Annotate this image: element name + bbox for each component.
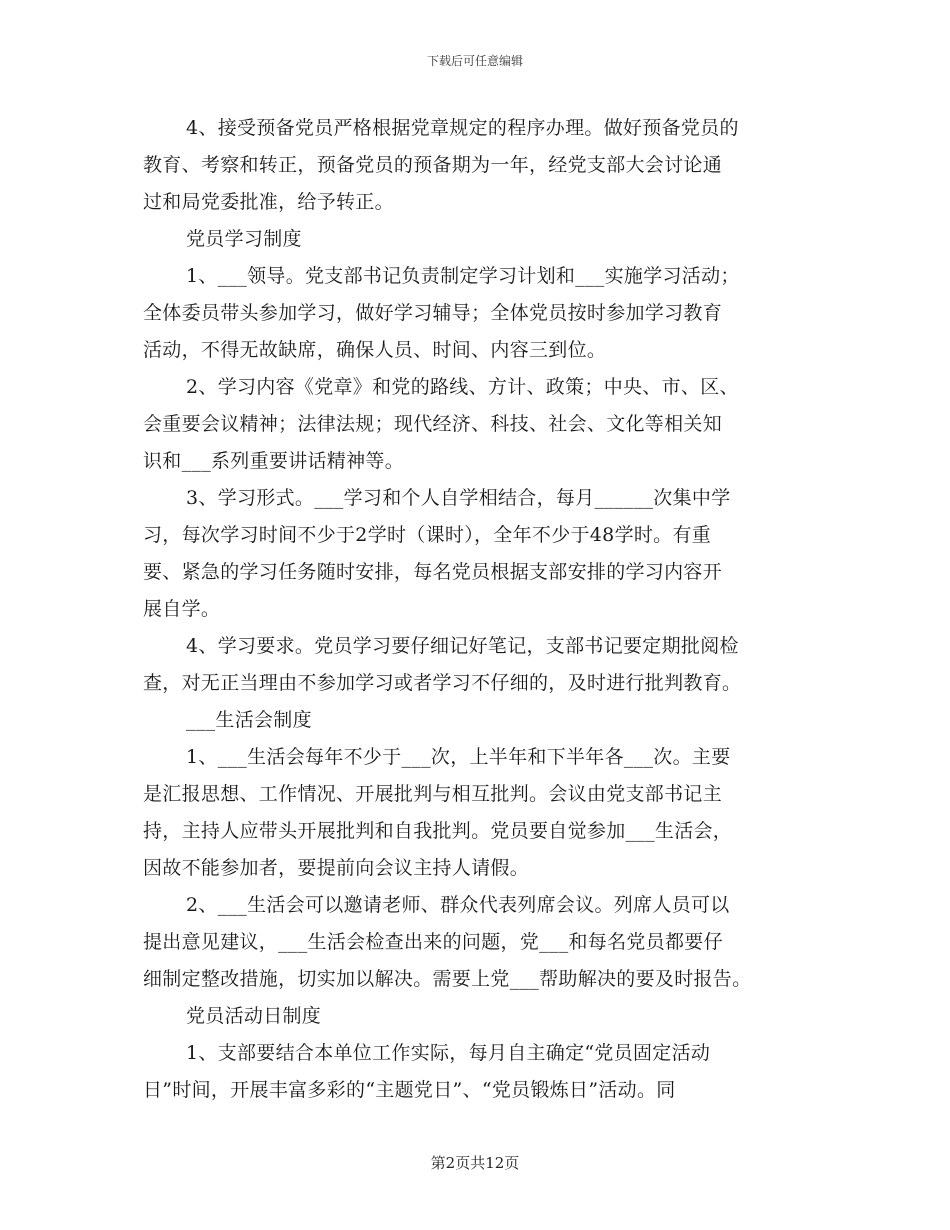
document-body — [143, 110, 823, 1109]
text-line: 习，每次学习时间不少于2学时（课时），全年不少于48学时。有重 — [143, 524, 712, 546]
text-line: 2、学习内容《党章》和党的路线、方计、政策；中央、市、区、 — [186, 376, 739, 398]
text-line: 1、___生活会每年不少于___次，上半年和下半年各___次。主要 — [186, 746, 731, 768]
text-line: 识和___系列重要讲话精神等。 — [143, 450, 405, 472]
text-line: 2、___生活会可以邀请老师、群众代表列席会议。列席人员可以 — [186, 894, 730, 916]
text-line: 党员活动日制度 — [186, 1005, 322, 1027]
text-line: 3、学习形式。___学习和个人自学相结合，每月______次集中学 — [186, 487, 731, 509]
text-line: 持，主持人应带头开展批判和自我批判。党员要自觉参加___生活会， — [143, 820, 733, 842]
text-line: 4、接受预备党员严格根据党章规定的程序办理。做好预备党员的 — [186, 117, 739, 139]
text-line: 党员学习制度 — [186, 228, 302, 250]
page-header-note: 下载后可任意编辑 — [426, 54, 523, 68]
text-line: 1、___领导。党支部书记负责制定学习计划和___实施学习活动； — [186, 265, 740, 287]
text-line: 会重要会议精神；法律法规；现代经济、科技、社会、文化等相关知 — [143, 413, 723, 435]
text-line: 日”时间，开展丰富多彩的“主题党日”、“党员锻炼日”活动。同 — [143, 1079, 676, 1101]
text-line: 是汇报思想、工作情况、开展批判与相互批判。会议由党支部书记主 — [143, 783, 723, 805]
text-line: 要、紧急的学习任务随时安排，每名党员根据支部安排的学习内容开 — [143, 561, 723, 583]
text-line: 活动，不得无故缺席，确保人员、时间、内容三到位。 — [143, 339, 607, 361]
text-line: 1、支部要结合本单位工作实际，每月自主确定“党员固定活动 — [186, 1042, 711, 1064]
text-line: ___生活会制度 — [186, 709, 312, 731]
text-line: 因故不能参加者，要提前向会议主持人请假。 — [143, 857, 530, 879]
text-line: 4、学习要求。党员学习要仔细记好笔记，支部书记要定期批阅检 — [186, 635, 739, 657]
text-line: 全体委员带头参加学习，做好学习辅导；全体党员按时参加学习教育 — [143, 302, 723, 324]
text-line: 提出意见建议，___生活会检查出来的问题，党___和每名党员都要仔 — [143, 931, 723, 953]
text-line: 过和局党委批准，给予转正。 — [143, 191, 394, 213]
text-line: 展自学。 — [143, 598, 221, 620]
text-line: 教育、考察和转正，预备党员的预备期为一年，经党支部大会讨论通 — [143, 154, 723, 176]
text-line: 查，对无正当理由不参加学习或者学习不仔细的，及时进行批判教育。 — [143, 672, 742, 694]
page-number: 第2页共12页 — [430, 1154, 520, 1172]
text-line: 细制定整改措施，切实加以解决。需要上党___帮助解决的要及时报告。 — [143, 968, 752, 990]
